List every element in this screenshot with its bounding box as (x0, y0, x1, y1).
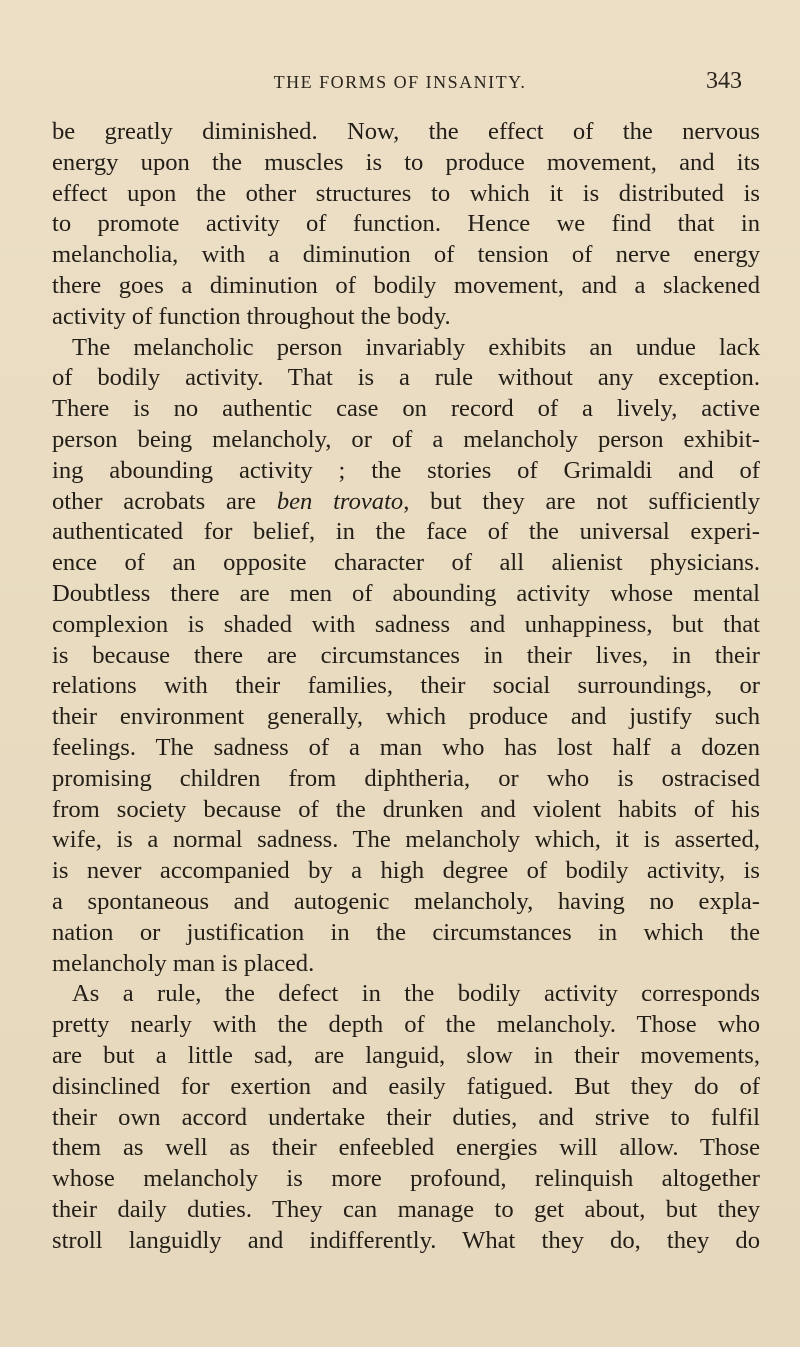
text-line: There is no authentic case on record of a lively, active (52, 395, 760, 423)
text-line: nation or justification in the circumstances in which the (52, 918, 760, 946)
text-line: be greatly diminished. Now, the effect of the nervous (52, 118, 760, 145)
text-line: effect upon the other structures to which it is distributed is (52, 179, 760, 207)
text-line: other acrobats are ben trovato, but they are not sufficiently (52, 487, 761, 515)
text-line: The melancholic person invariably exhibits an undue lack (72, 333, 760, 361)
text-line: authenticated for belief, in the face of the universal experi- (52, 518, 760, 546)
text-line: pretty nearly with the depth of the melancholy. Those who (52, 1011, 760, 1039)
text-line: whose melancholy is more profound, relinquish altogether (52, 1165, 760, 1193)
text-line: melancholy man is placed. (52, 949, 315, 977)
text-line: their environment generally, which produce and justify such (52, 703, 760, 731)
text-line: Doubtless there are men of abounding activity whose mental (52, 579, 760, 607)
italic-phrase: ben trovato (276, 487, 404, 515)
text-line: ing abounding activity ; the stories of Grimaldi and of (52, 456, 760, 484)
page-number: 343 (706, 68, 742, 94)
text-line: there goes a diminution of bodily movement, and a slackened (52, 271, 760, 299)
text-line: promising children from diphtheria, or who is ostracised (52, 764, 760, 792)
text-line: feelings. The sadness of a man who has lost half a dozen (52, 733, 760, 761)
text-line: is because there are circumstances in their lives, in their (52, 641, 760, 669)
text-line: is never accompanied by a high degree of bodily activity, is (52, 857, 760, 885)
text-line: their own accord undertake their duties, and strive to fulfil (52, 1103, 760, 1131)
text-line: ence of an opposite character of all alienist physicians. (52, 549, 760, 577)
text-line: relations with their families, their social surroundings, or (52, 672, 760, 700)
text-line: them as well as their enfeebled energies will allow. Those (52, 1134, 760, 1162)
text-line: wife, is a normal sadness. The melancholy which, it is asserted, (52, 826, 760, 854)
text-line: to promote activity of function. Hence we find that in (52, 210, 760, 238)
text-line: from society because of the drunken and violent habits of his (52, 795, 760, 823)
text-line: a spontaneous and autogenic melancholy, having no expla- (52, 887, 760, 915)
running-title: THE FORMS OF INSANITY. (273, 72, 527, 92)
text-line: are but a little sad, are languid, slow in their movements, (52, 1041, 760, 1069)
text-line: energy upon the muscles is to produce movement, and its (52, 148, 760, 176)
text-line: of bodily activity. That is a rule without any exception. (52, 364, 760, 392)
text-line: As a rule, the defect in the bodily activity corresponds (72, 980, 760, 1008)
text-line: person being melancholy, or of a melancholy person exhibit- (52, 425, 760, 453)
text-line: activity of function throughout the body. (52, 302, 451, 330)
text-line: their daily duties. They can manage to get about, but they (52, 1195, 760, 1223)
text-line: melancholia, with a diminution of tension of nerve energy (52, 241, 760, 269)
body-text (52, 117, 760, 1256)
text-line: stroll languidly and indifferently. What they do, they do (52, 1226, 760, 1254)
text-line: disinclined for exertion and easily fatigued. But they do of (52, 1072, 760, 1100)
text-line: complexion is shaded with sadness and unhappiness, but that (52, 610, 760, 638)
